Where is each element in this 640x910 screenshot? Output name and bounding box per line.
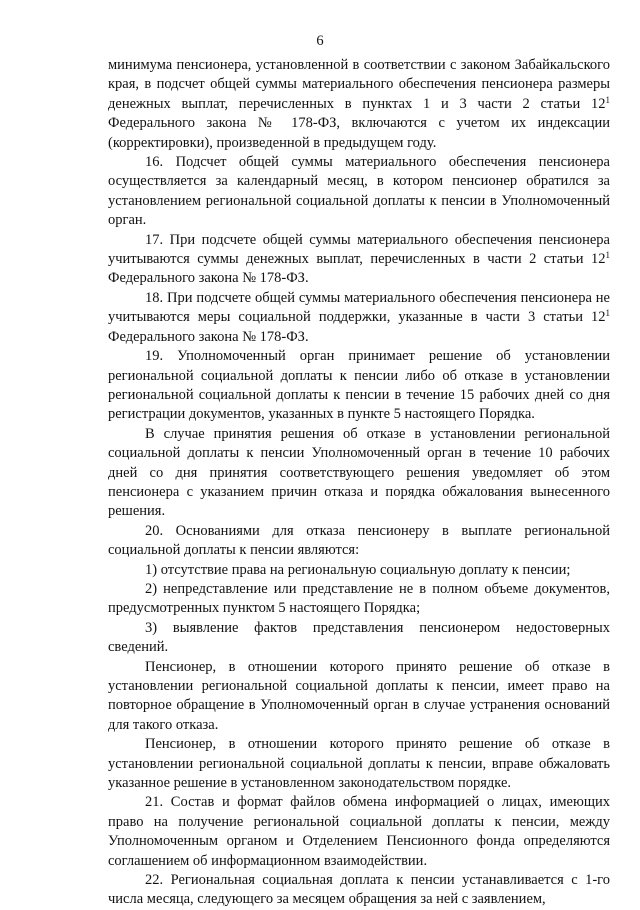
paragraph-continuation — [108, 56, 610, 153]
list-item-1 — [108, 561, 610, 580]
paragraph-17 — [108, 231, 610, 289]
paragraph-text: 18. При подсчете общей суммы материального обеспечения пенсионера не учитываются меры социальной поддержки, указанные в части 3 статьи 12 — [108, 289, 610, 326]
paragraph-text: Федерального закона № 178-ФЗ. — [108, 328, 309, 345]
paragraph-text: 17. При подсчете общей суммы материального обеспечения пенсионера учитываются суммы денежных выплат, перечисленных в части 2 статьи 12 — [108, 231, 610, 268]
paragraph-appeal-right — [108, 735, 610, 793]
superscript: 1 — [605, 94, 610, 105]
paragraph-text: 20. Основаниями для отказа пенсионеру в выплате региональной социальной доплаты к пенсии являются: — [108, 522, 610, 559]
list-item-2 — [108, 580, 610, 619]
page-number: 6 — [316, 33, 324, 49]
paragraph-text: 19. Уполномоченный орган принимает решение об установлении региональной социальной доплаты к пенсии либо об отказе в установлении региональной социальной доплаты к пенсии в течение 15 рабочих дней со дня регистрации документов, указанных в пункте 5 настоящего Порядка. — [108, 348, 610, 423]
paragraph-text: 2) непредставление или представление не в полном объеме документов, предусмотренных пунктом 5 настоящего Порядка; — [108, 580, 610, 617]
paragraph-20 — [108, 522, 610, 561]
paragraph-text: минимума пенсионера, установленной в соответствии с законом Забайкальского края, в подсчет общей суммы материального обеспечения пенсионера размеры денежных выплат, перечисленных в пунктах 1 и 3 части 2 статьи 12 — [108, 57, 610, 112]
superscript: 1 — [605, 308, 610, 319]
paragraph-text: Пенсионер, в отношении которого принято решение об отказе в установлении региональной социальной доплаты к пенсии, вправе обжаловать указанное решение в установленном законодательством порядке. — [108, 736, 610, 792]
paragraph-text: 3) выявление фактов представления пенсионером недостоверных сведений. — [108, 619, 610, 656]
paragraph-22 — [108, 871, 610, 910]
list-item-3 — [108, 619, 610, 658]
paragraph-text: Федерального закона № 178-ФЗ. — [108, 270, 309, 287]
paragraph-16 — [108, 153, 610, 231]
paragraph-text: Федерального закона № 178-ФЗ, включаются с учетом их индексации (корректировки), произведенной в предыдущем году. — [108, 115, 610, 151]
paragraph-21 — [108, 793, 610, 871]
paragraph-text: В случае принятия решения об отказе в установлении региональной социальной доплаты к пенсии Уполномоченный орган в течение 10 рабочих дней со дня принятия соответствующего решения уведомляет об этом пенсионера с указанием причин отказа и порядка обжалования вынесенного решения. — [108, 425, 610, 520]
superscript: 1 — [605, 250, 610, 261]
paragraph-text: 22. Региональная социальная доплата к пенсии устанавливается с 1-го числа месяца, следующего за месяцем обращения за ней с заявлением, — [108, 872, 610, 908]
paragraph-repeat-appeal — [108, 658, 610, 736]
paragraph-18 — [108, 289, 610, 347]
paragraph-19 — [108, 347, 610, 425]
paragraph-text: 16. Подсчет общей суммы материального обеспечения пенсионера осуществляется за календарный месяц, в котором пенсионер обратился за установлением региональной социальной доплаты к пенсии в Уполномоченный орган. — [108, 154, 610, 229]
paragraph-refusal-notice — [108, 425, 610, 522]
document-body — [108, 56, 610, 910]
paragraph-text: 21. Состав и формат файлов обмена информацией о лицах, имеющих право на получение региональной социальной доплаты к пенсии, между Уполномоченным органом и Отделением Пенсионного фонда определяются соглашением об информационном взаимодействии. — [108, 794, 610, 869]
paragraph-text: Пенсионер, в отношении которого принято решение об отказе в установлении региональной социальной доплаты к пенсии, имеет право на повторное обращение в Уполномоченный орган в случае устранения оснований для такого отказа. — [108, 658, 610, 733]
paragraph-text: 1) отсутствие права на региональную социальную доплату к пенсии; — [145, 561, 571, 578]
